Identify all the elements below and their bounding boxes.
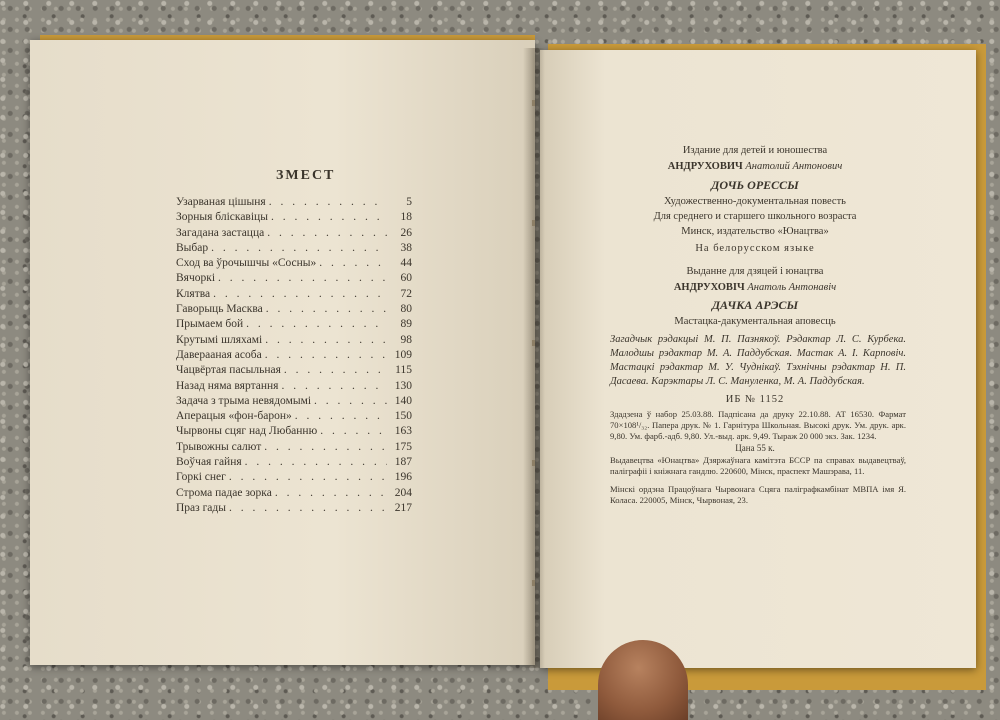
ru-author-first-name: Анатолий Антонович [745, 161, 843, 172]
binding-stitch [532, 460, 535, 466]
toc-entry-page: 18 [400, 211, 412, 224]
by-author [595, 282, 915, 293]
toc-entry [176, 272, 412, 287]
binding-stitch [532, 580, 535, 586]
toc-entry-title: Строма падае зорка [176, 486, 272, 499]
toc-leader-dots [218, 272, 387, 284]
toc-entry [176, 456, 412, 471]
toc-leader-dots [319, 257, 387, 269]
toc-leader-dots [246, 318, 387, 330]
toc-leader-dots [211, 242, 387, 254]
ib-number: ИБ № 1152 [725, 394, 785, 405]
toc-leader-dots [213, 288, 387, 300]
toc-entry-title: Задача з трыма невядомымі [176, 394, 312, 407]
toc-entry-title: Прымаем бой [176, 318, 244, 331]
toc-entry-page: 98 [400, 333, 412, 346]
toc-entry-title: Чырвоны сцяг над Любанню [176, 425, 318, 438]
toc-leader-dots [314, 395, 387, 407]
toc-entry [176, 425, 412, 440]
toc-entry [176, 318, 412, 333]
toc-entry [176, 441, 412, 456]
by-edition-note: Выданне для дзяцей і юнацтва [686, 266, 824, 277]
toc-leader-dots [266, 303, 387, 315]
toc-entry-page: 60 [400, 272, 412, 285]
toc-entry-page: 115 [395, 364, 412, 377]
toc-entry-page: 109 [394, 348, 412, 361]
toc-leader-dots [281, 380, 387, 392]
toc-entry-page: 26 [400, 226, 412, 239]
publisher-info: Выдавецтва «Юнацтва» Дзяржаўнага камітэта БССР па справах выдавецтваў, паліграфіі і кніжнага гандлю. 220600, Мінск, праспект Машэрава, 11. [610, 455, 906, 476]
toc-leader-dots [295, 410, 387, 422]
table-of-contents [176, 196, 412, 517]
toc-entry-page: 72 [400, 287, 412, 300]
ru-genre: Художественно-документальная повесть [664, 196, 846, 207]
toc-entry [176, 211, 412, 226]
toc-entry-title: Трывожны салют [176, 440, 262, 453]
toc-entry-title: Горкі снег [176, 471, 226, 484]
toc-entry-title: Загадана застацца [176, 226, 265, 239]
toc-entry-title: Зорныя бліскавіцы [176, 211, 268, 224]
toc-entry [176, 196, 412, 211]
toc-entry-page: 140 [394, 394, 412, 407]
ru-author [595, 161, 915, 172]
toc-entry [176, 242, 412, 257]
ru-publisher: Минск, издательство «Юнацтва» [681, 226, 829, 237]
thumb [598, 640, 688, 720]
toc-entry [176, 227, 412, 242]
binding-stitch [532, 220, 535, 226]
toc-entry-page: 130 [394, 379, 412, 392]
toc-entry-page: 150 [394, 410, 412, 423]
toc-entry-page: 89 [400, 318, 412, 331]
price: Цана 55 к. [735, 443, 775, 453]
ru-audience: Для среднего и старшего школьного возраста [653, 211, 857, 222]
toc-entry-title: Гаворыць Масква [176, 303, 263, 316]
toc-leader-dots [229, 471, 387, 483]
toc-entry [176, 395, 412, 410]
print-details: Здадзена ў набор 25.03.88. Падпісана да друку 22.10.88. АТ 16530. Фармат 70×108¹/₃₂. Папера друк. № 1. Гарнітура Школьная. Высокі друк. Ум. друк. арк. 9,80. Ум. фарб.-адб. 9,80. Ул.-выд. арк. 9,49. Тыраж 20 000 экз. Зак. 1234. [610, 409, 906, 441]
toc-entry [176, 410, 412, 425]
binding-stitch [532, 100, 535, 106]
toc-leader-dots [267, 227, 387, 239]
by-author-first-name: Анатоль Антонавіч [747, 282, 837, 293]
ru-edition-note: Издание для детей и юношества [682, 145, 828, 156]
toc-entry [176, 257, 412, 272]
ru-author-last-name: АНДРУХОВИЧ [667, 161, 743, 172]
toc-entry-title: Узарваная цішыня [176, 196, 266, 208]
toc-entry-page: 163 [394, 425, 412, 438]
toc-entry-page: 204 [394, 486, 412, 499]
toc-entry-page: 44 [400, 257, 412, 270]
toc-entry-title: Воўчая гайня [176, 456, 242, 469]
toc-entry-title: Выбар [176, 241, 209, 254]
book-gutter [523, 48, 545, 668]
credits-block: Загадчык рэдакцыі М. П. Пазнякоў. Рэдактар Л. С. Курбека. Малодшы рэдактар М. А. Паддубская. Мастак А. І. Карповіч. Мастацкі рэдактар М. У. Чуднікаў. Тэхнічны рэдактар Н. П. Дасаева. Карэктары Л. С. Мануленка, М. А. Паддубская. [610, 334, 906, 387]
by-genre: Мастацка-дакументальная аповесць [674, 316, 836, 327]
toc-entry-title: Праз гады [176, 501, 226, 514]
toc-entry-title: Клятва [176, 287, 211, 300]
toc-entry [176, 364, 412, 379]
toc-leader-dots [245, 456, 387, 468]
toc-entry [176, 487, 412, 502]
toc-entry-page: 196 [394, 471, 412, 484]
toc-entry-title: Чацвёртая пасыльная [176, 364, 281, 377]
toc-leader-dots [271, 211, 387, 223]
toc-entry-page: 175 [394, 440, 412, 453]
toc-entry-page: 217 [394, 501, 412, 514]
toc-entry [176, 471, 412, 486]
toc-entry [176, 288, 412, 303]
toc-entry-title: Аперацыя «фон-барон» [176, 410, 292, 423]
toc-leader-dots [265, 349, 387, 361]
binding-stitch [532, 340, 535, 346]
toc-leader-dots [275, 487, 387, 499]
printer-info: Мінскі ордэна Працоўнага Чырвонага Сцяга паліграфкамбінат МВПА імя Я. Коласа. 220005, Мінск, Чырвоная, 23. [610, 484, 906, 505]
toc-leader-dots [264, 441, 387, 453]
toc-leader-dots [320, 425, 387, 437]
toc-leader-dots [229, 502, 387, 514]
toc-entry [176, 502, 412, 517]
toc-entry-page: 80 [400, 303, 412, 316]
toc-leader-dots [269, 196, 387, 208]
by-book-title: ДАЧКА АРЭСЫ [711, 298, 799, 312]
toc-entry-page: 38 [400, 241, 412, 254]
toc-leader-dots [284, 364, 387, 376]
toc-entry [176, 349, 412, 364]
toc-entry-title: Даверааная асоба [176, 348, 262, 361]
toc-entry-title: Вячоркі [176, 272, 216, 285]
by-author-last-name: АНДРУХОВІЧ [673, 282, 745, 293]
toc-leader-dots [265, 334, 387, 346]
toc-entry [176, 334, 412, 349]
toc-entry-title: Назад няма вяртання [176, 379, 279, 392]
ru-book-title: ДОЧЬ ОРЕССЫ [711, 178, 799, 192]
toc-title: ЗМЕСТ [276, 168, 336, 183]
toc-entry-page: 5 [406, 196, 412, 208]
toc-entry-title: Сход ва ўрочышчы «Сосны» [176, 257, 317, 270]
toc-entry-page: 187 [394, 456, 412, 469]
toc-entry [176, 380, 412, 395]
ru-language-note: На белорусском языке [695, 243, 815, 254]
toc-entry-title: Крутымі шляхамі [176, 333, 263, 346]
toc-entry [176, 303, 412, 318]
